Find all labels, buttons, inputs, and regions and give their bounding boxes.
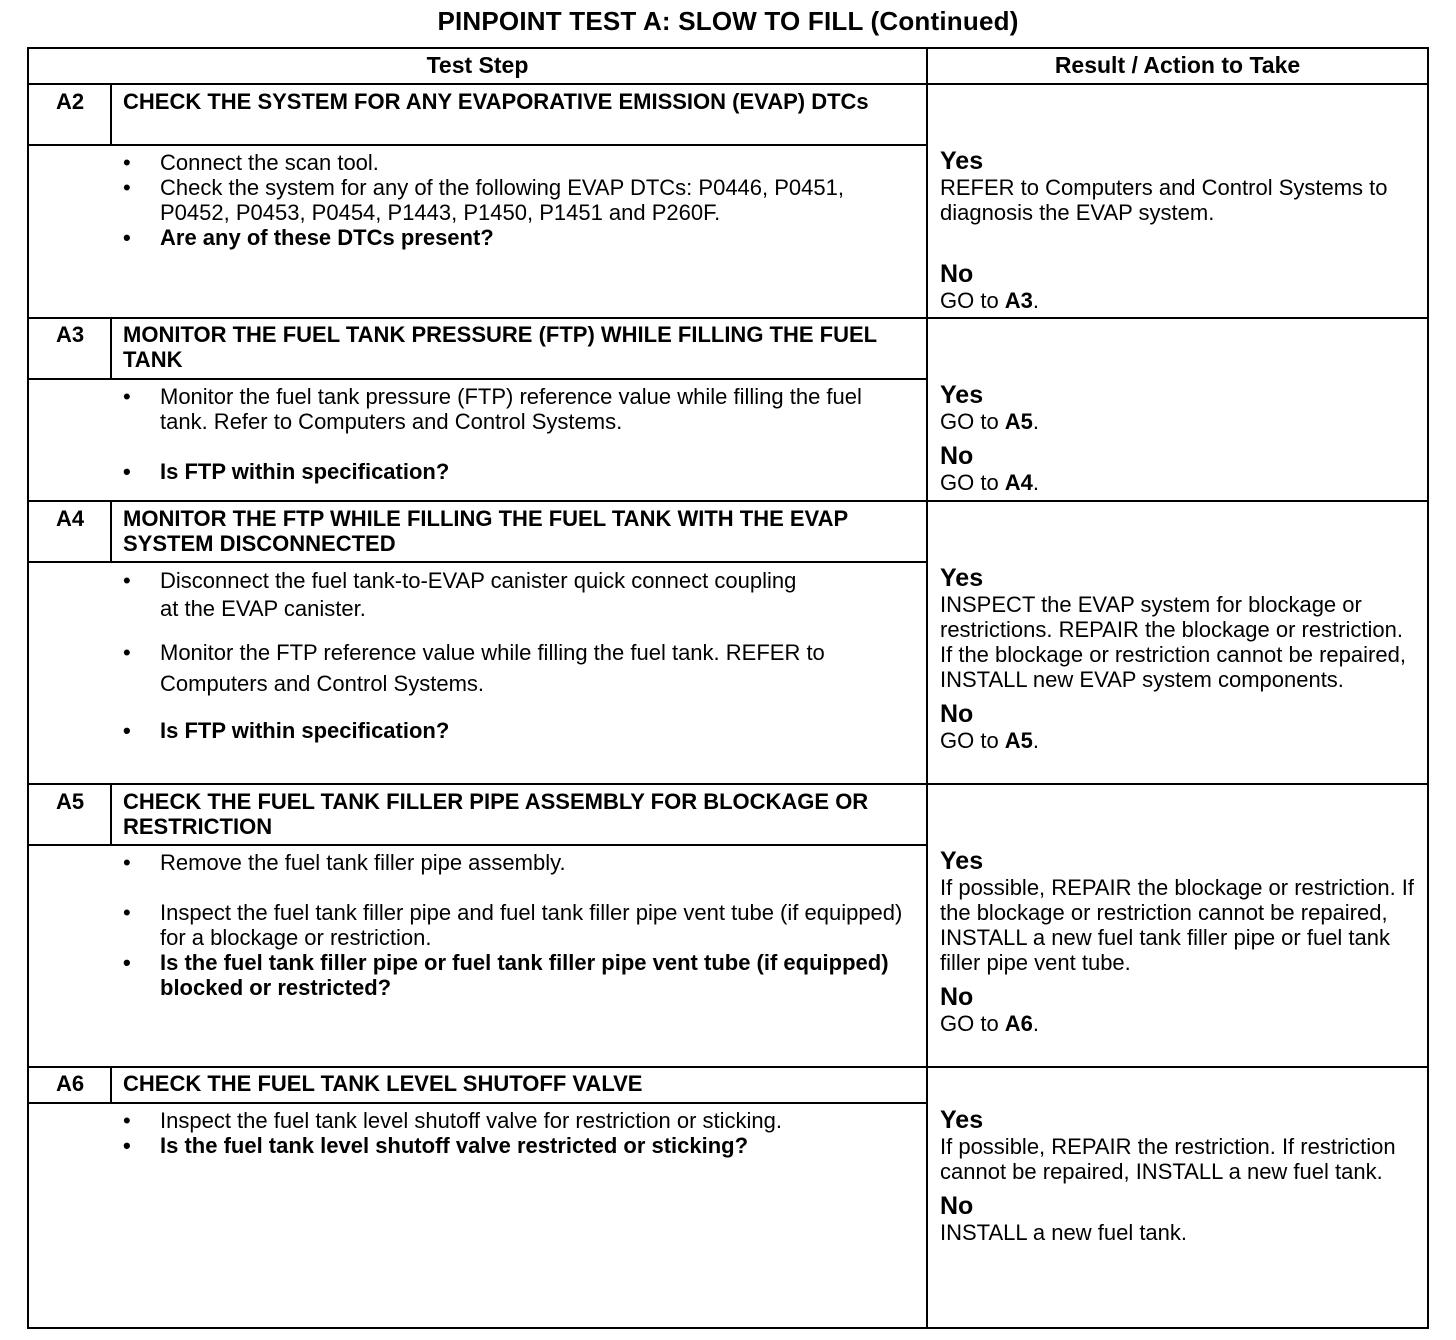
result-no-label: No — [940, 983, 974, 1011]
result-yes-text: REFER to Computers and Control Systems to diagnosis the EVAP system. — [940, 175, 1388, 225]
result-yes-label: Yes — [940, 147, 984, 175]
step-title-divider — [27, 1102, 928, 1104]
result-block — [940, 148, 1418, 313]
step-reference: A5 — [1004, 728, 1033, 753]
instruction-item: • Remove the fuel tank filler pipe assembly. — [120, 850, 915, 875]
step-title: CHECK THE FUEL TANK FILLER PIPE ASSEMBLY FOR BLOCKAGE OR RESTRICTION — [123, 789, 869, 839]
instruction-item: • Disconnect the fuel tank-to-EVAP canister quick connect coupling at the EVAP canister. — [120, 567, 810, 623]
instruction-item: • Monitor the FTP reference value while filling the fuel tank. REFER to Computers and Control Systems. — [120, 637, 840, 699]
result-yes-label: Yes — [940, 381, 984, 409]
result-no-label: No — [940, 1192, 974, 1220]
result-no-label: No — [940, 700, 974, 728]
result-yes-text: If possible, REPAIR the restriction. If restriction cannot be repaired, INSTALL a new fuel tank. — [940, 1134, 1396, 1184]
step-instructions — [120, 150, 915, 250]
result-yes-text: If possible, REPAIR the blockage or restriction. If the blockage or restriction cannot be repaired, INSTALL a new fuel tank filler pipe or fuel tank filler pipe vent tube. — [940, 875, 1415, 975]
step-reference: A3 — [1004, 288, 1033, 313]
column-divider-main — [926, 47, 928, 1329]
result-no-text — [940, 470, 1418, 495]
step-title: MONITOR THE FUEL TANK PRESSURE (FTP) WHILE FILLING THE FUEL TANK — [123, 322, 877, 372]
step-divider — [27, 1066, 1429, 1068]
step-divider — [27, 783, 1429, 785]
step-reference: A4 — [1004, 470, 1033, 495]
result-yes-text: INSPECT the EVAP system for blockage or restrictions. REPAIR the blockage or restriction. If the blockage or restriction cannot be repaired, INSTALL new EVAP system components. — [940, 592, 1406, 692]
step-title-divider — [27, 378, 928, 380]
step-id: A3 — [55, 322, 85, 347]
step-instructions — [120, 1108, 915, 1158]
result-no-text — [940, 1011, 1418, 1036]
punctuation: . — [1032, 728, 1040, 753]
result-no-text — [940, 728, 1418, 753]
result-block — [940, 1107, 1418, 1245]
step-reference: A6 — [1004, 1011, 1033, 1036]
punctuation: . — [1032, 1011, 1040, 1036]
step-title-divider — [27, 844, 928, 846]
instruction-item: • Inspect the fuel tank filler pipe and fuel tank filler pipe vent tube (if equipped) for a blockage or restriction. — [120, 900, 915, 950]
result-no-label: No — [940, 260, 974, 288]
instruction-item: • Check the system for any of the following EVAP DTCs: P0446, P0451, P0452, P0453, P0454, P1443, P1450, P1451 and P260F. — [120, 175, 915, 225]
step-title-divider — [27, 144, 928, 146]
step-id: A5 — [55, 789, 85, 814]
instruction-item: • Inspect the fuel tank level shutoff valve for restriction or sticking. — [120, 1108, 915, 1133]
go-to-text: GO to — [940, 470, 1005, 495]
punctuation: . — [1032, 470, 1040, 495]
result-yes-label: Yes — [940, 847, 984, 875]
step-divider — [27, 317, 1429, 319]
step-instructions — [120, 567, 915, 743]
punctuation: . — [1032, 288, 1040, 313]
instruction-question: • Is FTP within specification? — [120, 459, 915, 484]
step-instructions — [120, 850, 915, 1000]
instruction-question: • Is the fuel tank filler pipe or fuel tank filler pipe vent tube (if equipped) blocked or restricted? — [120, 950, 915, 1000]
step-id: A6 — [55, 1071, 85, 1096]
result-no-label: No — [940, 442, 974, 470]
step-title: CHECK THE SYSTEM FOR ANY EVAPORATIVE EMISSION (EVAP) DTCs — [123, 89, 869, 114]
step-title: CHECK THE FUEL TANK LEVEL SHUTOFF VALVE — [123, 1071, 643, 1096]
go-to-text: GO to — [940, 288, 1005, 313]
instruction-item: • Monitor the fuel tank pressure (FTP) reference value while filling the fuel tank. Refer to Computers and Control Systems. — [120, 384, 915, 434]
step-instructions — [120, 384, 915, 484]
punctuation: . — [1032, 409, 1040, 434]
go-to-text: GO to — [940, 409, 1005, 434]
result-yes-text — [940, 409, 1418, 434]
result-block — [940, 382, 1418, 495]
go-to-text: GO to — [940, 728, 1005, 753]
step-title: MONITOR THE FTP WHILE FILLING THE FUEL TANK WITH THE EVAP SYSTEM DISCONNECTED — [123, 506, 848, 556]
result-yes-label: Yes — [940, 564, 984, 592]
result-yes-label: Yes — [940, 1106, 984, 1134]
header-test-step: Test Step — [426, 52, 529, 78]
result-block — [940, 565, 1418, 753]
step-id: A4 — [55, 506, 85, 531]
result-block — [940, 848, 1418, 1036]
header-result: Result / Action to Take — [1054, 52, 1301, 78]
step-divider — [27, 500, 1429, 502]
instruction-question: • Is FTP within specification? — [120, 718, 915, 743]
header-divider — [27, 83, 1429, 85]
instruction-question: • Is the fuel tank level shutoff valve restricted or sticking? — [120, 1133, 915, 1158]
step-title-divider — [27, 561, 928, 563]
instruction-item: • Connect the scan tool. — [120, 150, 915, 175]
go-to-text: GO to — [940, 1011, 1005, 1036]
page-title: PINPOINT TEST A: SLOW TO FILL (Continued) — [437, 6, 1019, 36]
result-no-text: INSTALL a new fuel tank. — [940, 1220, 1188, 1245]
step-id: A2 — [55, 89, 85, 114]
result-no-text — [940, 288, 1418, 313]
step-reference: A5 — [1004, 409, 1033, 434]
instruction-question: • Are any of these DTCs present? — [120, 225, 915, 250]
